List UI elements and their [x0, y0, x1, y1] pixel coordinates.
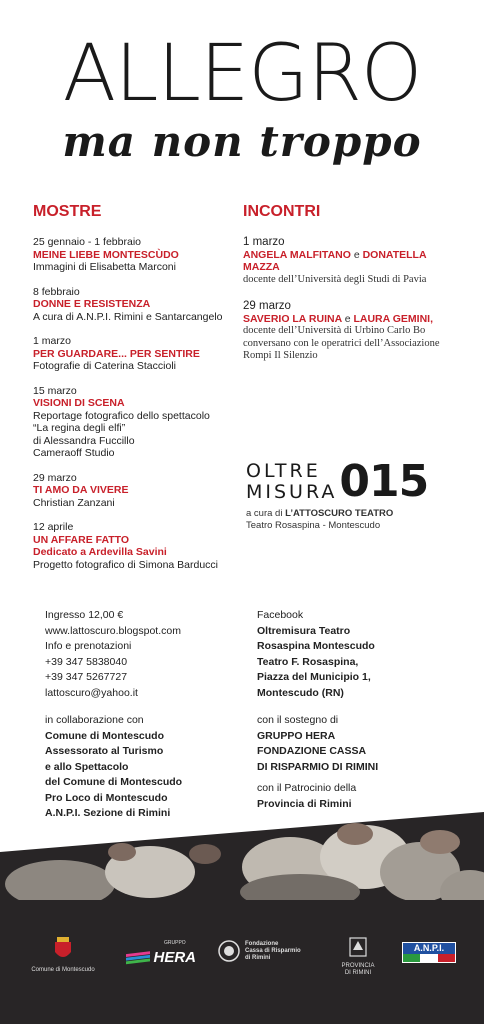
- oltremisura-line1: OLTRE: [246, 460, 321, 482]
- info-right: [257, 608, 472, 812]
- entry-date: 29 marzo: [33, 471, 77, 484]
- patron-intro: con il Patrocinio della: [257, 782, 357, 794]
- entry-desc: docente dell’Università degli Studi di Pavia: [243, 273, 427, 285]
- info-left: [45, 608, 245, 822]
- email-link[interactable]: lattoscuro@yahoo.it: [45, 686, 138, 699]
- entry-title: UN AFFARE FATTO: [33, 533, 130, 546]
- entry-desc: Reportage fotografico dello spettacolo: [33, 409, 210, 422]
- entry-title: PER GUARDARE... PER SENTIRE: [33, 347, 200, 360]
- mostre-list: [33, 236, 243, 583]
- phone-number: +39 347 5267727: [45, 671, 128, 683]
- oltremisura-block: [246, 456, 466, 532]
- collab-line: Pro Loco di Montescudo: [45, 791, 168, 804]
- website-link[interactable]: www.lattoscuro.blogspot.com: [45, 624, 181, 637]
- incontri-list: [243, 236, 463, 375]
- mostre-entry: [33, 286, 243, 324]
- oltremisura-venue: Teatro Rosaspina - Montescudo: [246, 520, 381, 531]
- entry-date: 29 marzo: [243, 300, 291, 312]
- patron-line: Provincia di Rimini: [257, 797, 352, 810]
- facebook-page[interactable]: Rosaspina Montescudo: [257, 640, 375, 652]
- oltremisura-logo: [246, 456, 466, 507]
- collab-line: del Comune di Montescudo: [45, 776, 183, 788]
- joiner-text: e: [344, 312, 351, 325]
- page-subtitle: ma non troppo: [62, 117, 422, 166]
- facebook-label: Facebook: [257, 609, 304, 621]
- fondazione-logo: [218, 940, 318, 962]
- speaker-name: SAVERIO LA RUINA: [243, 312, 342, 325]
- credit-prefix: a cura di: [246, 508, 283, 519]
- incontri-heading: INCONTRI: [243, 203, 321, 220]
- joiner-text: e: [353, 248, 360, 261]
- collab-intro: in collaborazione con: [45, 714, 144, 726]
- entry-desc: conversano con le operatrici dell’Associazione: [243, 337, 440, 349]
- provincia-text: PROVINCIA: [341, 963, 375, 969]
- collab-line: Comune di Montescudo: [45, 729, 164, 742]
- comune-logo-text: Comune di Montescudo: [31, 967, 95, 973]
- ticket-price: Ingresso 12,00 €: [45, 609, 124, 621]
- mostre-entry: [33, 385, 243, 460]
- sponsor-line: GRUPPO HERA: [257, 729, 336, 742]
- mostre-entry: [33, 472, 243, 510]
- mostre-entry: [33, 236, 243, 274]
- facebook-page[interactable]: Oltremisura Teatro: [257, 624, 351, 637]
- entry-desc: Rompi Il Silenzio: [243, 350, 318, 361]
- coat-of-arms-icon: [53, 936, 73, 962]
- speaker-name: DONATELLA MAZZA: [243, 248, 427, 273]
- hera-wordmark: HERA: [153, 948, 196, 966]
- entry-desc: “La regina degli elfi”: [33, 422, 126, 434]
- entry-desc: Christian Zanzani: [33, 496, 115, 509]
- support-intro: con il sostegno di: [257, 714, 339, 726]
- entry-date: 1 marzo: [243, 236, 285, 248]
- entry-title: [243, 249, 463, 274]
- mostre-entry: [33, 335, 243, 373]
- venue-address: Teatro F. Rosaspina,: [257, 655, 359, 668]
- provincia-logo: [338, 936, 378, 977]
- sponsor-line: FONDAZIONE CASSA: [257, 745, 367, 757]
- incontri-entry: [243, 236, 463, 286]
- oltremisura-number: 015: [339, 456, 429, 507]
- venue-address: Montescudo (RN): [257, 686, 344, 699]
- fondazione-text: Fondazione: [245, 940, 279, 947]
- entry-desc: docente dell’Università di Urbino Carlo Bo: [243, 325, 426, 336]
- entry-subtitle: Dedicato a Ardevilla Savini: [33, 546, 167, 558]
- entry-desc: A cura di A.N.P.I. Rimini e Santarcangelo: [33, 310, 223, 323]
- oltremisura-credit: [246, 508, 466, 520]
- sheep-photo: [0, 812, 484, 912]
- provincia-emblem-icon: [348, 936, 368, 958]
- phone-number: +39 347 5838040: [45, 655, 128, 668]
- info-label: Info e prenotazioni: [45, 640, 132, 652]
- entry-date: 8 febbraio: [33, 285, 80, 298]
- footer: [0, 900, 484, 1024]
- hera-mark-icon: [126, 947, 150, 967]
- fondazione-text: Cassa di Risparmio: [245, 947, 301, 954]
- entry-date: 1 marzo: [33, 335, 71, 347]
- entry-desc: Immagini di Elisabetta Marconi: [33, 261, 176, 273]
- entry-title: VISIONI DI SCENA: [33, 397, 125, 409]
- entry-date: 12 aprile: [33, 521, 74, 533]
- entry-date: 25 gennaio - 1 febbraio: [33, 236, 141, 248]
- provincia-text: DI RIMINI: [344, 970, 372, 976]
- anpi-wordmark: A.N.P.I.: [403, 943, 455, 954]
- flag-icon: [403, 954, 455, 962]
- page-title: ALLEGRO: [62, 29, 422, 119]
- hera-logo-small: GRUPPO: [164, 940, 186, 946]
- entry-desc: Progetto fotografico di Simona Barducci: [33, 558, 219, 571]
- collab-line: A.N.P.I. Sezione di Rimini: [45, 807, 171, 819]
- entry-title: DONNE E RESISTENZA: [33, 298, 151, 310]
- entry-desc: Cameraoff Studio: [33, 447, 115, 459]
- mostre-entry: [33, 521, 243, 571]
- incontri-entry: [243, 300, 463, 363]
- fondazione-text: di Rimini: [245, 954, 271, 961]
- entry-date: 15 marzo: [33, 384, 77, 397]
- speaker-name: ANGELA MALFITANO: [243, 248, 351, 261]
- hera-logo: [126, 940, 196, 967]
- oltremisura-line2: MISURA: [246, 481, 338, 503]
- entry-title: TI AMO DA VIVERE: [33, 484, 129, 496]
- venue-address: Piazza del Municipio 1,: [257, 671, 371, 683]
- collab-line: e allo Spettacolo: [45, 760, 129, 773]
- sponsor-line: DI RISPARMIO DI RIMINI: [257, 760, 379, 773]
- fondazione-seal-icon: [218, 940, 240, 962]
- entry-desc: Fotografie di Caterina Staccioli: [33, 360, 176, 372]
- comune-logo: [30, 936, 96, 974]
- mostre-heading: MOSTRE: [33, 203, 102, 220]
- sheep-image: [0, 812, 484, 912]
- speaker-name: LAURA GEMINI,: [353, 312, 433, 325]
- anpi-logo: [402, 942, 456, 963]
- collab-line: Assessorato al Turismo: [45, 745, 164, 757]
- entry-desc: di Alessandra Fuccillo: [33, 434, 135, 447]
- entry-title: [243, 313, 463, 326]
- oltremisura-words: [246, 461, 337, 503]
- entry-title: MEINE LIEBE MONTESCÙDO: [33, 248, 179, 261]
- credit-name: L’ATTOSCURO TEATRO: [285, 508, 394, 519]
